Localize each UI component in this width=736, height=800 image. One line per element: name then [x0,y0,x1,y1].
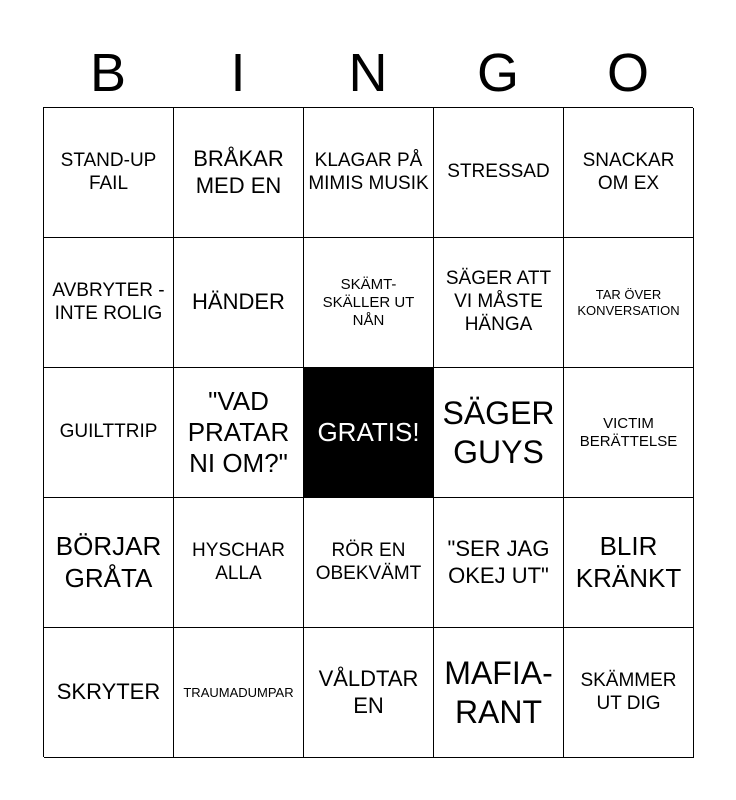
bingo-cell[interactable]: RÖR EN OBEKVÄMT [304,498,434,628]
free-space-cell: GRATIS! [304,368,434,498]
bingo-grid [43,107,693,757]
header-letter-b: B [89,43,127,103]
header-letter-n: N [348,43,388,103]
bingo-cell[interactable]: BRÅKAR MED EN [174,108,304,238]
bingo-header [43,40,693,106]
header-letter-o: O [606,43,649,103]
bingo-cell[interactable]: SKÄMT-SKÄLLER UT NÅN [304,238,434,368]
bingo-cell[interactable]: KLAGAR PÅ MIMIS MUSIK [304,108,434,238]
bingo-cell[interactable]: GUILTTRIP [44,368,174,498]
bingo-cell[interactable]: AVBRYTER - INTE ROLIG [44,238,174,368]
bingo-cell[interactable]: SKÄMMER UT DIG [564,628,694,758]
bingo-cell[interactable]: VICTIM BERÄTTELSE [564,368,694,498]
bingo-cell[interactable]: MAFIA-RANT [434,628,564,758]
bingo-cell[interactable]: SNACKAR OM EX [564,108,694,238]
bingo-cell[interactable]: STAND-UP FAIL [44,108,174,238]
bingo-cell[interactable]: "SER JAG OKEJ UT" [434,498,564,628]
bingo-cell[interactable]: SKRYTER [44,628,174,758]
bingo-cell[interactable]: BLIR KRÄNKT [564,498,694,628]
bingo-cell[interactable]: SÄGER ATT VI MÅSTE HÄNGA [434,238,564,368]
bingo-cell[interactable]: SÄGER GUYS [434,368,564,498]
bingo-cell[interactable]: VÅLDTAR EN [304,628,434,758]
bingo-cell[interactable]: HYSCHAR ALLA [174,498,304,628]
bingo-cell[interactable]: TRAUMADUMPAR [174,628,304,758]
bingo-cell[interactable]: "VAD PRATAR NI OM?" [174,368,304,498]
bingo-cell[interactable]: HÄNDER [174,238,304,368]
bingo-cell[interactable]: BÖRJAR GRÅTA [44,498,174,628]
header-letter-i: I [230,43,246,103]
bingo-cell[interactable]: TAR ÖVER KONVERSATION [564,238,694,368]
bingo-cell[interactable]: STRESSAD [434,108,564,238]
header-letter-g: G [476,43,519,103]
